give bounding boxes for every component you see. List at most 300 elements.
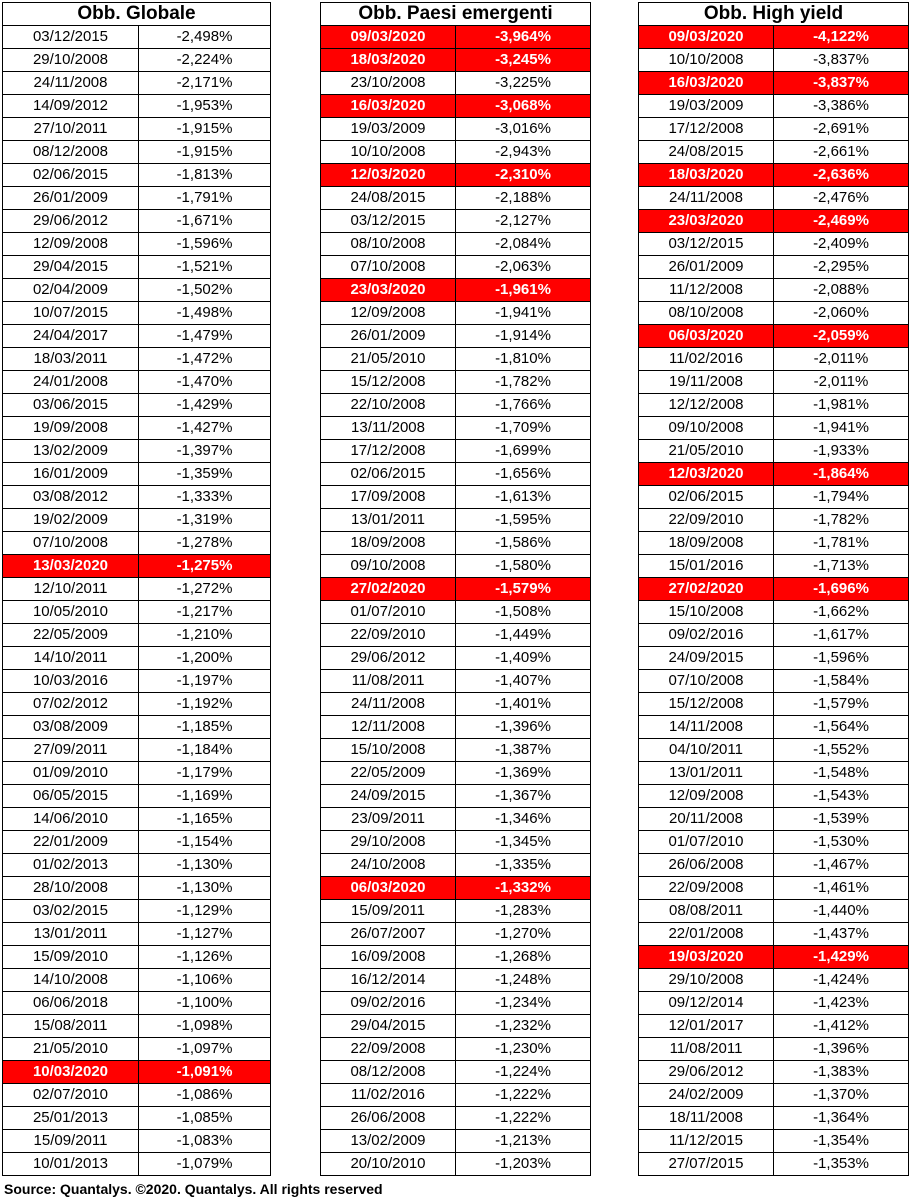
date-cell: 29/04/2015: [3, 256, 139, 279]
return-cell: -1,579%: [456, 578, 591, 601]
return-cell: -1,530%: [774, 831, 909, 854]
date-cell: 07/10/2008: [3, 532, 139, 555]
date-cell: 06/06/2018: [3, 992, 139, 1015]
date-cell: 02/07/2010: [3, 1084, 139, 1107]
return-cell: -1,521%: [139, 256, 271, 279]
date-cell: 01/07/2010: [321, 601, 456, 624]
date-cell: 02/04/2009: [3, 279, 139, 302]
date-cell: 22/09/2010: [639, 509, 774, 532]
table-row: [3, 394, 271, 417]
date-cell: 29/10/2008: [3, 49, 139, 72]
date-cell: 29/06/2012: [321, 647, 456, 670]
return-cell: -1,437%: [774, 923, 909, 946]
return-cell: -1,440%: [774, 900, 909, 923]
date-cell: 02/06/2015: [321, 463, 456, 486]
return-cell: -1,192%: [139, 693, 271, 716]
date-cell: 12/01/2017: [639, 1015, 774, 1038]
return-cell: -1,397%: [139, 440, 271, 463]
return-cell: -2,171%: [139, 72, 271, 95]
table-row: [639, 279, 909, 302]
return-cell: -1,079%: [139, 1153, 271, 1176]
return-cell: -1,552%: [774, 739, 909, 762]
return-cell: -1,915%: [139, 141, 271, 164]
date-cell: 24/04/2017: [3, 325, 139, 348]
table-row: [3, 509, 271, 532]
return-cell: -2,127%: [456, 210, 591, 233]
table-obb-high-yield: [638, 2, 909, 1176]
table-row: [321, 210, 591, 233]
table-row: [3, 302, 271, 325]
date-cell: 11/12/2015: [639, 1130, 774, 1153]
table-row-highlighted: [321, 877, 591, 900]
date-cell: 10/10/2008: [639, 49, 774, 72]
date-cell: 03/12/2015: [639, 233, 774, 256]
return-cell: -1,596%: [774, 647, 909, 670]
date-cell: 09/10/2008: [321, 555, 456, 578]
return-cell: -1,230%: [456, 1038, 591, 1061]
date-cell: 06/03/2020: [639, 325, 774, 348]
table-row-highlighted: [321, 164, 591, 187]
return-cell: -2,084%: [456, 233, 591, 256]
date-cell: 15/09/2011: [321, 900, 456, 923]
date-cell: 14/09/2012: [3, 95, 139, 118]
return-cell: -1,539%: [774, 808, 909, 831]
table-row: [321, 739, 591, 762]
table-row: [639, 785, 909, 808]
date-cell: 17/12/2008: [321, 440, 456, 463]
return-cell: -1,961%: [456, 279, 591, 302]
return-cell: -1,275%: [139, 555, 271, 578]
date-cell: 24/11/2008: [3, 72, 139, 95]
return-cell: -1,203%: [456, 1153, 591, 1176]
date-cell: 22/10/2008: [321, 394, 456, 417]
return-cell: -1,369%: [456, 762, 591, 785]
date-cell: 08/08/2011: [639, 900, 774, 923]
table-row: [321, 394, 591, 417]
date-cell: 26/01/2009: [3, 187, 139, 210]
table-row: [3, 578, 271, 601]
table-row: [3, 785, 271, 808]
return-cell: -1,085%: [139, 1107, 271, 1130]
return-cell: -1,941%: [774, 417, 909, 440]
date-cell: 10/07/2015: [3, 302, 139, 325]
return-cell: -2,661%: [774, 141, 909, 164]
date-cell: 17/09/2008: [321, 486, 456, 509]
table-row: [3, 463, 271, 486]
date-cell: 26/06/2008: [321, 1107, 456, 1130]
table-row: [3, 670, 271, 693]
return-cell: -1,097%: [139, 1038, 271, 1061]
date-cell: 12/12/2008: [639, 394, 774, 417]
table-row: [3, 141, 271, 164]
return-cell: -1,662%: [774, 601, 909, 624]
return-cell: -1,401%: [456, 693, 591, 716]
return-cell: -1,429%: [774, 946, 909, 969]
date-cell: 20/10/2010: [321, 1153, 456, 1176]
return-cell: -1,479%: [139, 325, 271, 348]
return-cell: -1,278%: [139, 532, 271, 555]
date-cell: 29/04/2015: [321, 1015, 456, 1038]
table-row: [639, 693, 909, 716]
return-cell: -1,914%: [456, 325, 591, 348]
date-cell: 14/10/2011: [3, 647, 139, 670]
return-cell: -1,086%: [139, 1084, 271, 1107]
date-cell: 22/05/2009: [321, 762, 456, 785]
return-cell: -1,396%: [774, 1038, 909, 1061]
table-row: [3, 808, 271, 831]
date-cell: 19/03/2020: [639, 946, 774, 969]
return-cell: -1,387%: [456, 739, 591, 762]
date-cell: 24/08/2015: [639, 141, 774, 164]
return-cell: -1,423%: [774, 992, 909, 1015]
date-cell: 24/11/2008: [639, 187, 774, 210]
date-cell: 08/12/2008: [3, 141, 139, 164]
table-row: [639, 854, 909, 877]
date-cell: 26/01/2009: [639, 256, 774, 279]
table-row-highlighted: [639, 164, 909, 187]
date-cell: 21/05/2010: [639, 440, 774, 463]
date-cell: 14/10/2008: [3, 969, 139, 992]
return-cell: -1,543%: [774, 785, 909, 808]
date-cell: 08/10/2008: [639, 302, 774, 325]
table-row: [321, 992, 591, 1015]
date-cell: 22/09/2010: [321, 624, 456, 647]
date-cell: 16/03/2020: [639, 72, 774, 95]
return-cell: -1,091%: [139, 1061, 271, 1084]
return-cell: -2,011%: [774, 348, 909, 371]
table-row-highlighted: [321, 26, 591, 49]
return-cell: -3,837%: [774, 72, 909, 95]
date-cell: 15/10/2008: [321, 739, 456, 762]
table-row-highlighted: [639, 72, 909, 95]
return-cell: -1,613%: [456, 486, 591, 509]
return-cell: -1,232%: [456, 1015, 591, 1038]
table-row: [3, 739, 271, 762]
return-cell: -1,169%: [139, 785, 271, 808]
date-cell: 10/10/2008: [321, 141, 456, 164]
table-row: [639, 716, 909, 739]
table-row: [639, 348, 909, 371]
date-cell: 22/01/2008: [639, 923, 774, 946]
date-cell: 16/01/2009: [3, 463, 139, 486]
return-cell: -1,617%: [774, 624, 909, 647]
date-cell: 18/09/2008: [639, 532, 774, 555]
table-row-highlighted: [639, 463, 909, 486]
table-row: [639, 1084, 909, 1107]
table-row: [321, 118, 591, 141]
table-row: [321, 1153, 591, 1176]
date-cell: 15/09/2010: [3, 946, 139, 969]
table-row: [3, 486, 271, 509]
table-row: [639, 923, 909, 946]
table-row: [3, 1038, 271, 1061]
table-row: [3, 831, 271, 854]
return-cell: -3,016%: [456, 118, 591, 141]
date-cell: 11/12/2008: [639, 279, 774, 302]
return-cell: -1,197%: [139, 670, 271, 693]
table-row: [321, 509, 591, 532]
return-cell: -1,268%: [456, 946, 591, 969]
date-cell: 02/06/2015: [639, 486, 774, 509]
table-row-highlighted: [321, 279, 591, 302]
return-cell: -1,106%: [139, 969, 271, 992]
date-cell: 26/01/2009: [321, 325, 456, 348]
return-cell: -2,060%: [774, 302, 909, 325]
return-cell: -1,270%: [456, 923, 591, 946]
table-row: [3, 26, 271, 49]
date-cell: 03/02/2015: [3, 900, 139, 923]
return-cell: -1,353%: [774, 1153, 909, 1176]
date-cell: 24/09/2015: [321, 785, 456, 808]
return-cell: -2,310%: [456, 164, 591, 187]
table-row: [639, 417, 909, 440]
return-cell: -1,359%: [139, 463, 271, 486]
table-row: [639, 900, 909, 923]
return-cell: -1,564%: [774, 716, 909, 739]
return-cell: -1,424%: [774, 969, 909, 992]
date-cell: 11/02/2016: [639, 348, 774, 371]
table-obb-globale: [2, 2, 271, 1176]
table-row: [321, 1061, 591, 1084]
table-row: [3, 992, 271, 1015]
table-row: [321, 532, 591, 555]
table-row: [321, 302, 591, 325]
date-cell: 19/02/2009: [3, 509, 139, 532]
return-cell: -1,933%: [774, 440, 909, 463]
table-row: [639, 1061, 909, 1084]
return-cell: -1,498%: [139, 302, 271, 325]
date-cell: 07/10/2008: [639, 670, 774, 693]
table-row: [321, 233, 591, 256]
date-cell: 18/03/2020: [321, 49, 456, 72]
return-cell: -1,210%: [139, 624, 271, 647]
table-row: [3, 624, 271, 647]
table-title: Obb. Paesi emergenti: [321, 3, 591, 26]
table-row: [321, 72, 591, 95]
return-cell: -1,782%: [456, 371, 591, 394]
table-row: [639, 256, 909, 279]
table-title: Obb. High yield: [639, 3, 909, 26]
date-cell: 18/11/2008: [639, 1107, 774, 1130]
date-cell: 03/12/2015: [3, 26, 139, 49]
date-cell: 02/06/2015: [3, 164, 139, 187]
date-cell: 16/09/2008: [321, 946, 456, 969]
date-cell: 12/11/2008: [321, 716, 456, 739]
return-cell: -2,636%: [774, 164, 909, 187]
date-cell: 06/05/2015: [3, 785, 139, 808]
date-cell: 23/09/2011: [321, 808, 456, 831]
table-row: [321, 1038, 591, 1061]
return-cell: -1,283%: [456, 900, 591, 923]
table-row: [321, 1015, 591, 1038]
return-cell: -4,122%: [774, 26, 909, 49]
table-row: [3, 693, 271, 716]
return-cell: -2,409%: [774, 233, 909, 256]
return-cell: -1,586%: [456, 532, 591, 555]
return-cell: -1,083%: [139, 1130, 271, 1153]
return-cell: -3,225%: [456, 72, 591, 95]
date-cell: 13/02/2009: [321, 1130, 456, 1153]
table-row-highlighted: [639, 26, 909, 49]
table-row: [3, 946, 271, 969]
table-row: [639, 992, 909, 1015]
table-row: [3, 325, 271, 348]
return-cell: -3,068%: [456, 95, 591, 118]
table-row: [3, 1107, 271, 1130]
table-row: [639, 141, 909, 164]
table-row: [3, 49, 271, 72]
table-row: [321, 693, 591, 716]
date-cell: 12/03/2020: [321, 164, 456, 187]
date-cell: 27/07/2015: [639, 1153, 774, 1176]
date-cell: 10/03/2016: [3, 670, 139, 693]
table-row: [639, 601, 909, 624]
table-row: [321, 1107, 591, 1130]
table-row-highlighted: [3, 1061, 271, 1084]
date-cell: 14/11/2008: [639, 716, 774, 739]
table-row: [321, 325, 591, 348]
table-row: [639, 486, 909, 509]
return-cell: -1,709%: [456, 417, 591, 440]
date-cell: 06/03/2020: [321, 877, 456, 900]
date-cell: 29/06/2012: [3, 210, 139, 233]
date-cell: 23/03/2020: [639, 210, 774, 233]
return-cell: -1,427%: [139, 417, 271, 440]
date-cell: 19/03/2009: [321, 118, 456, 141]
table-row: [639, 49, 909, 72]
return-cell: -2,498%: [139, 26, 271, 49]
date-cell: 29/10/2008: [639, 969, 774, 992]
table-obb-paesi-emergenti: [320, 2, 591, 1176]
return-cell: -1,915%: [139, 118, 271, 141]
date-cell: 27/10/2011: [3, 118, 139, 141]
return-cell: -2,188%: [456, 187, 591, 210]
date-cell: 15/09/2011: [3, 1130, 139, 1153]
date-cell: 10/05/2010: [3, 601, 139, 624]
source-note: Source: Quantalys. ©2020. Quantalys. All rights reserved: [4, 1181, 383, 1197]
return-cell: -1,234%: [456, 992, 591, 1015]
return-cell: -1,941%: [456, 302, 591, 325]
date-cell: 13/02/2009: [3, 440, 139, 463]
date-cell: 13/03/2020: [3, 555, 139, 578]
table-row: [321, 808, 591, 831]
date-cell: 18/09/2008: [321, 532, 456, 555]
table-row: [321, 555, 591, 578]
date-cell: 15/10/2008: [639, 601, 774, 624]
date-cell: 11/02/2016: [321, 1084, 456, 1107]
table-row: [639, 371, 909, 394]
table-row: [3, 923, 271, 946]
table-row: [3, 647, 271, 670]
return-cell: -1,367%: [456, 785, 591, 808]
date-cell: 09/03/2020: [321, 26, 456, 49]
date-cell: 19/11/2008: [639, 371, 774, 394]
date-cell: 27/02/2020: [639, 578, 774, 601]
table-row: [639, 739, 909, 762]
return-cell: -1,319%: [139, 509, 271, 532]
return-cell: -1,100%: [139, 992, 271, 1015]
date-cell: 23/03/2020: [321, 279, 456, 302]
return-cell: -1,354%: [774, 1130, 909, 1153]
date-cell: 29/10/2008: [321, 831, 456, 854]
date-cell: 27/09/2011: [3, 739, 139, 762]
table-row: [3, 601, 271, 624]
table-row-highlighted: [321, 95, 591, 118]
table-row: [321, 647, 591, 670]
table-row: [321, 831, 591, 854]
return-cell: -1,502%: [139, 279, 271, 302]
date-cell: 12/10/2011: [3, 578, 139, 601]
date-cell: 01/09/2010: [3, 762, 139, 785]
date-cell: 01/02/2013: [3, 854, 139, 877]
table-row: [321, 785, 591, 808]
return-cell: -1,864%: [774, 463, 909, 486]
return-cell: -1,127%: [139, 923, 271, 946]
date-cell: 07/10/2008: [321, 256, 456, 279]
date-cell: 13/01/2011: [639, 762, 774, 785]
table-row: [321, 1130, 591, 1153]
table-row: [321, 187, 591, 210]
date-cell: 15/08/2011: [3, 1015, 139, 1038]
return-cell: -2,943%: [456, 141, 591, 164]
date-cell: 24/10/2008: [321, 854, 456, 877]
return-cell: -1,098%: [139, 1015, 271, 1038]
return-cell: -1,370%: [774, 1084, 909, 1107]
return-cell: -1,579%: [774, 693, 909, 716]
table-row-highlighted: [3, 555, 271, 578]
return-cell: -2,011%: [774, 371, 909, 394]
return-cell: -1,383%: [774, 1061, 909, 1084]
table-row: [3, 118, 271, 141]
date-cell: 09/03/2020: [639, 26, 774, 49]
return-cell: -1,154%: [139, 831, 271, 854]
table-row: [3, 1084, 271, 1107]
date-cell: 03/08/2012: [3, 486, 139, 509]
date-cell: 08/10/2008: [321, 233, 456, 256]
date-cell: 12/09/2008: [3, 233, 139, 256]
table-row: [3, 256, 271, 279]
return-cell: -1,467%: [774, 854, 909, 877]
return-cell: -2,063%: [456, 256, 591, 279]
date-cell: 24/02/2009: [639, 1084, 774, 1107]
return-cell: -2,469%: [774, 210, 909, 233]
return-cell: -1,953%: [139, 95, 271, 118]
date-cell: 22/09/2008: [639, 877, 774, 900]
return-cell: -3,386%: [774, 95, 909, 118]
table-row: [639, 440, 909, 463]
table-row: [639, 877, 909, 900]
date-cell: 12/09/2008: [321, 302, 456, 325]
return-cell: -1,470%: [139, 371, 271, 394]
table-row: [321, 969, 591, 992]
table-row: [3, 187, 271, 210]
table-row-highlighted: [321, 578, 591, 601]
date-cell: 25/01/2013: [3, 1107, 139, 1130]
date-cell: 18/03/2011: [3, 348, 139, 371]
date-cell: 09/02/2016: [639, 624, 774, 647]
table-row: [3, 716, 271, 739]
table-row: [3, 969, 271, 992]
return-cell: -1,222%: [456, 1084, 591, 1107]
date-cell: 28/10/2008: [3, 877, 139, 900]
table-row-highlighted: [639, 578, 909, 601]
table-row: [639, 762, 909, 785]
table-row: [3, 440, 271, 463]
return-cell: -1,508%: [456, 601, 591, 624]
table-row: [321, 923, 591, 946]
table-row: [639, 1153, 909, 1176]
date-cell: 12/09/2008: [639, 785, 774, 808]
